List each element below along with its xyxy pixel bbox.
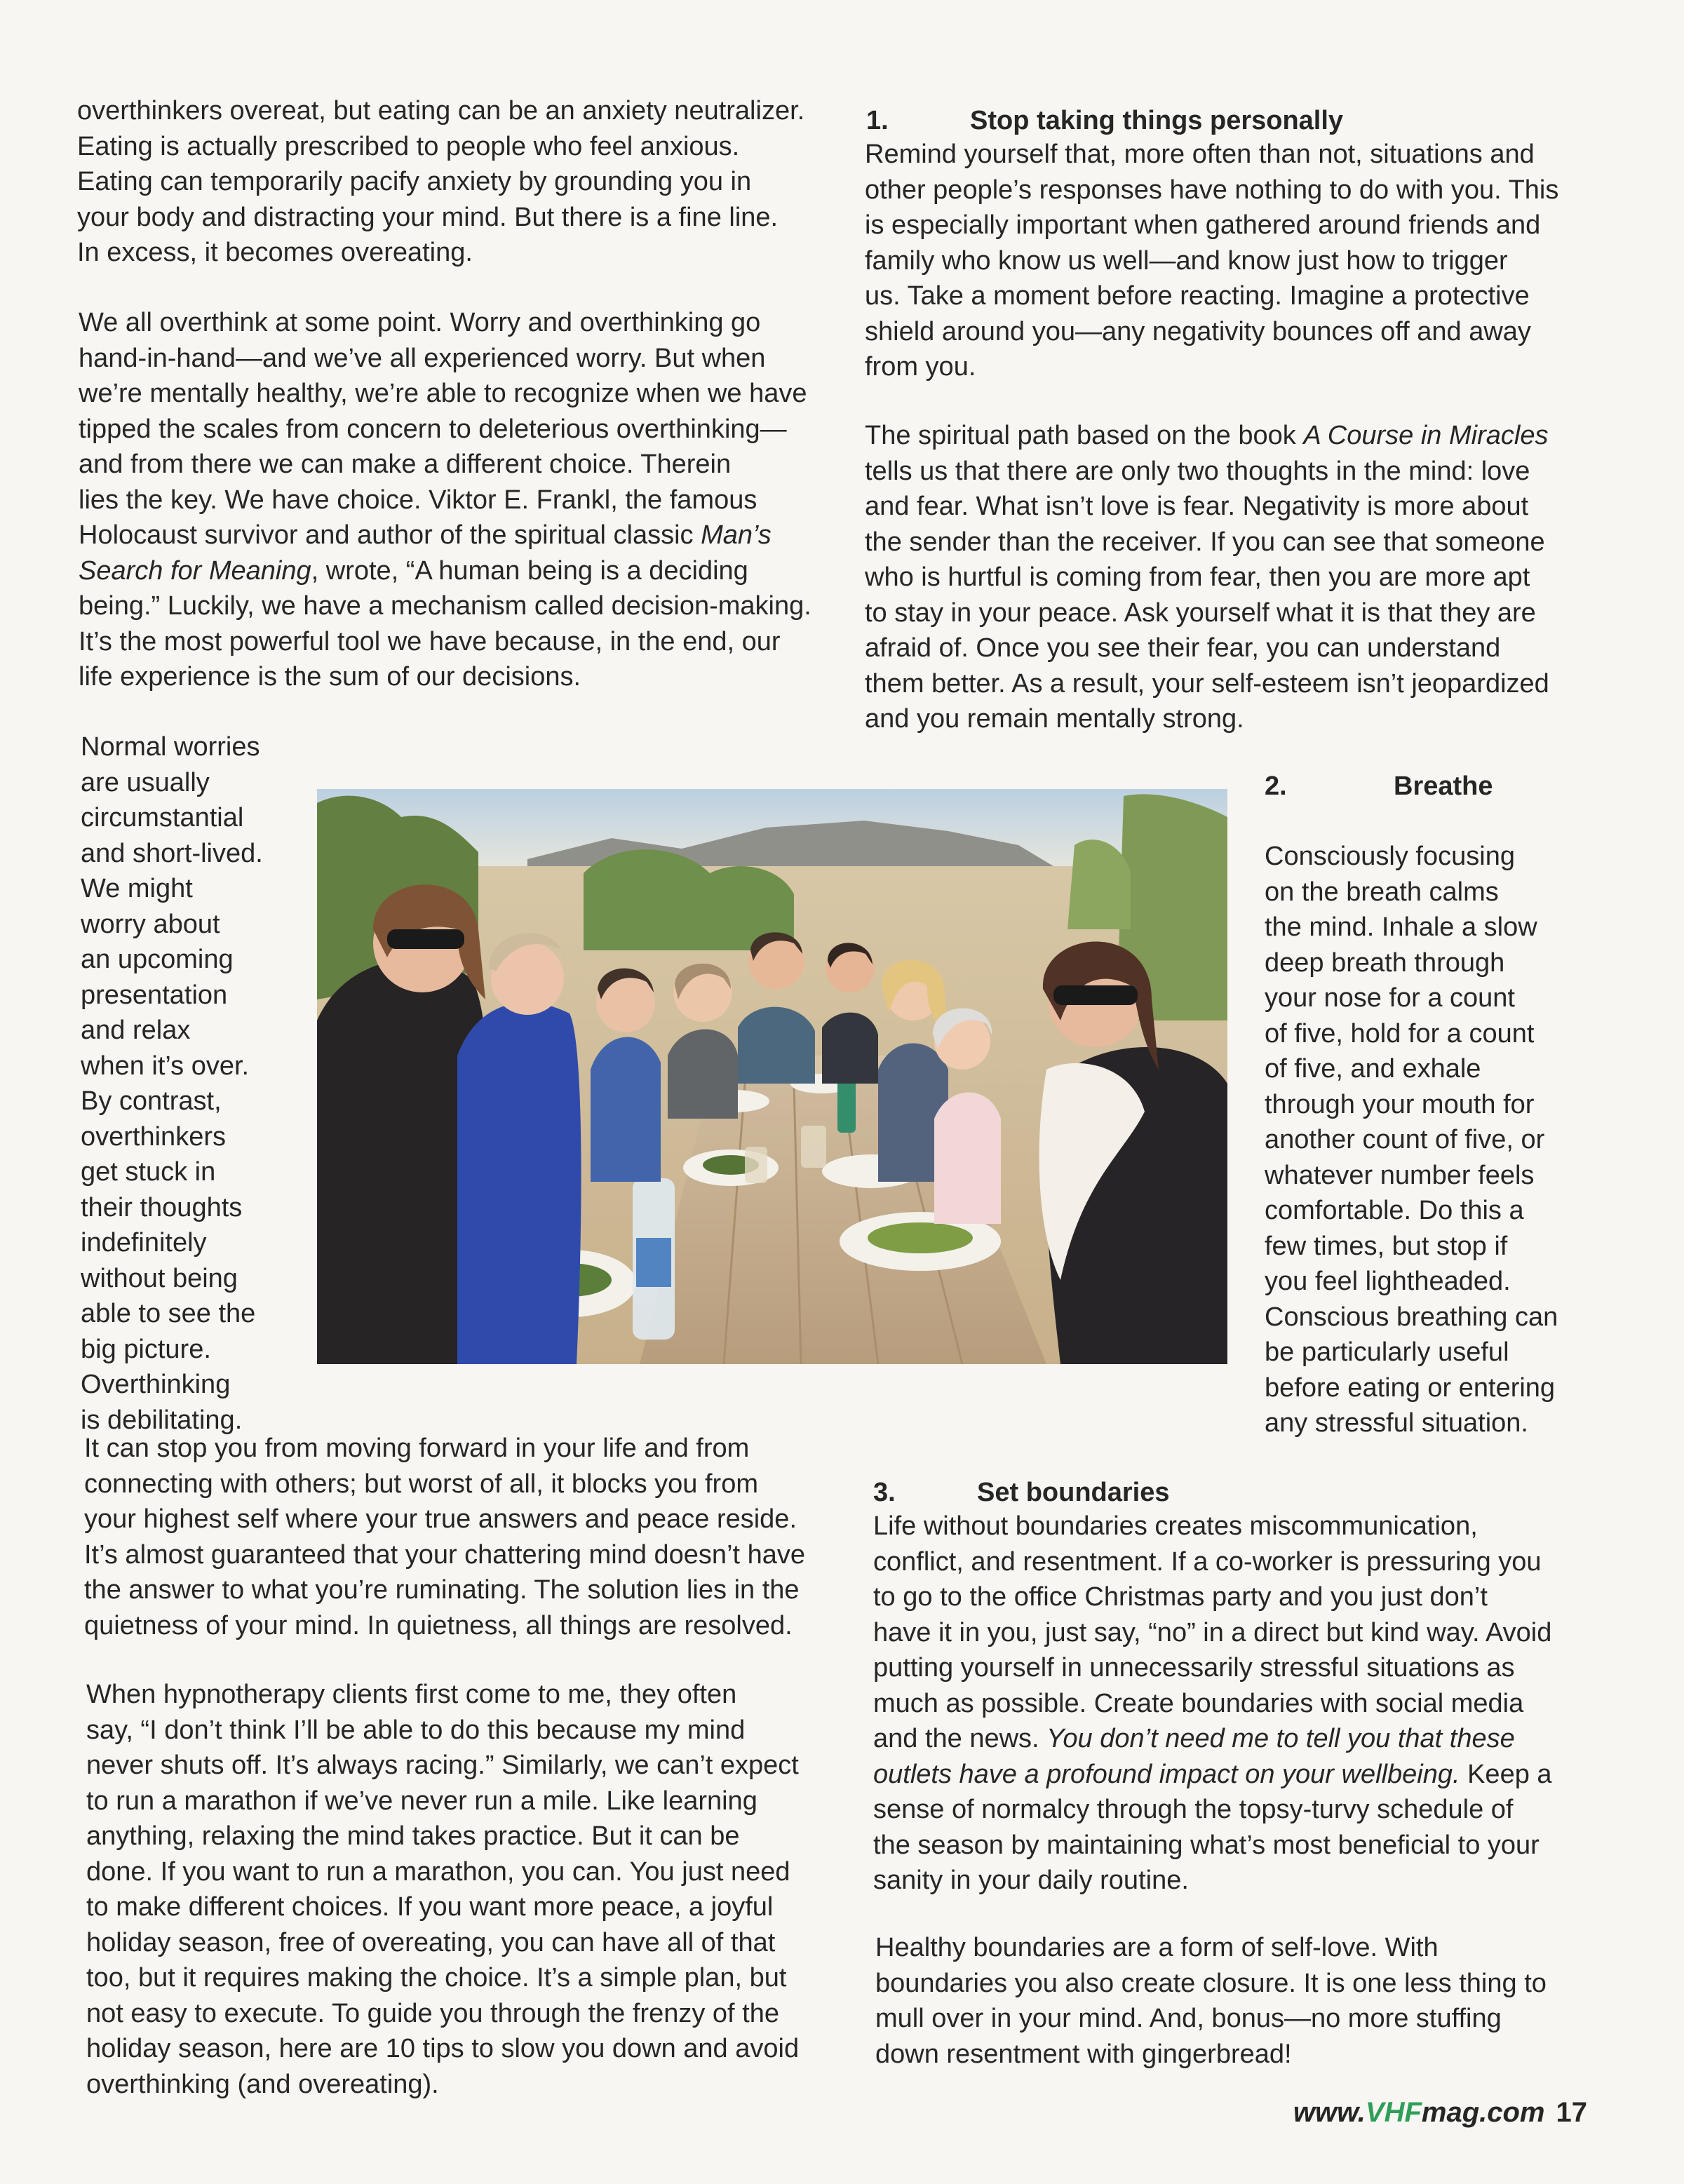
text-line: have it in you, just say, “no” in a direct but kind way. Avoid <box>873 1617 1552 1647</box>
text-line: who is hurtful is coming from fear, then you are more apt <box>865 562 1530 592</box>
text-line: overthinking (and overeating). <box>86 2069 439 2099</box>
text-line: When hypnotherapy clients first come to me, they often <box>86 1680 737 1709</box>
text-line: us. Take a moment before reacting. Imagine a protective <box>865 281 1530 311</box>
text-line: worry about <box>81 909 220 939</box>
text-line: your highest self where your true answers and peace reside. <box>84 1504 797 1534</box>
text-line: to run a marathon if we’ve never run a mile. Like learning <box>86 1786 757 1816</box>
text-line: down resentment with gingerbread! <box>875 2039 1292 2069</box>
text-line: another count of five, or <box>1265 1125 1545 1154</box>
text-line: not easy to execute. To guide you through the frenzy of the <box>86 1998 779 2028</box>
text-line: deep breath through <box>1265 948 1505 978</box>
text-line: and short-lived. <box>81 838 263 868</box>
text-line: holiday season, here are 10 tips to slow you down and avoid <box>86 2034 800 2063</box>
text-fragment: and the news. <box>873 1724 1047 1753</box>
text-line: you feel lightheaded. <box>1265 1267 1511 1296</box>
text-line: Overthinking <box>81 1370 231 1399</box>
text-line: Eating can temporarily pacify anxiety by grounding you in <box>77 167 752 196</box>
text-line: tipped the scales from concern to deleterious overthinking— <box>79 414 787 444</box>
text-line: are usually <box>81 767 210 797</box>
text-line: Remind yourself that, more often than not, situations and <box>865 140 1535 169</box>
text-line: too, but it requires making the choice. It’s a simple plan, but <box>86 1963 787 1993</box>
group-dinner-photo <box>317 789 1227 1364</box>
url-suffix: mag.com <box>1421 2097 1545 2128</box>
photo-illustration <box>317 789 1227 1364</box>
text-line: their thoughts <box>81 1192 243 1222</box>
text-line: and you remain mentally strong. <box>865 704 1244 734</box>
text-line: anything, relaxing the mind takes practice. But it can be <box>86 1821 740 1851</box>
text-line: is especially important when gathered around friends and <box>865 210 1541 240</box>
text-line: We all overthink at some point. Worry and overthinking go <box>79 308 761 337</box>
text-line: the answer to what you’re ruminating. The solution lies in the <box>84 1575 800 1605</box>
text-line: we’re mentally healthy, we’re able to recognize when we have <box>79 379 807 408</box>
text-line: circumstantial <box>81 803 244 833</box>
text-line: an upcoming <box>81 945 234 974</box>
text-line: any stressful situation. <box>1265 1408 1528 1438</box>
text-line: sense of normalcy through the topsy-turvy schedule of <box>873 1795 1514 1824</box>
text-line: never shuts off. It’s always racing.” Similarly, we can’t expect <box>86 1751 799 1780</box>
text-line: hand-in-hand—and we’ve all experienced worry. But when <box>79 343 766 373</box>
text-line: without being <box>81 1263 238 1293</box>
text-line: afraid of. Once you see their fear, you can understand <box>865 633 1501 663</box>
tip-number: 3. <box>873 1478 896 1507</box>
text-line: sanity in your daily routine. <box>873 1866 1189 1895</box>
text-line: your nose for a count <box>1265 983 1515 1013</box>
text-line: and fear. What isn’t love is fear. Negativity is more about <box>865 492 1529 521</box>
text-line: other people’s responses have nothing to do with you. This <box>865 175 1559 205</box>
text-line: life experience is the sum of our decisions. <box>79 662 581 692</box>
page-footer <box>1293 2097 1587 2129</box>
text-fragment: Holocaust survivor and author of the spiritual classic <box>79 520 701 550</box>
tip-1-body <box>865 137 1558 385</box>
text-line: conflict, and resentment. If a co-worker is pressuring you <box>873 1546 1542 1577</box>
book-title: Man’s <box>701 520 772 550</box>
text-line: Life without boundaries creates miscommunication, <box>873 1511 1478 1541</box>
text-line: able to see the <box>81 1299 256 1328</box>
tip-3-body <box>873 1509 1552 1899</box>
text-line <box>873 1721 1552 1757</box>
page-number: 17 <box>1556 2097 1587 2128</box>
text-line: In excess, it becomes overeating. <box>77 238 473 267</box>
text-line: few times, but stop if <box>1265 1231 1508 1261</box>
text-line: shield around you—any negativity bounces off and away <box>865 316 1531 346</box>
text-line: By contrast, <box>81 1086 222 1116</box>
text-line: indefinitely <box>81 1228 207 1258</box>
text-line: comfortable. Do this a <box>1265 1196 1524 1225</box>
left-paragraph-1 <box>77 93 804 271</box>
text-line: them better. As a result, your self-esteem isn’t jeopardized <box>865 668 1549 699</box>
text-line: be particularly useful <box>1265 1337 1509 1367</box>
text-fragment: , wrote, “A human being is a deciding <box>311 555 748 586</box>
text-line: say, “I don’t think I’ll be able to do this because my mind <box>86 1715 746 1745</box>
left-paragraph-3-narrow <box>81 729 263 1438</box>
text-line: It’s almost guaranteed that your chattering mind doesn’t have <box>84 1539 806 1570</box>
text-line: overthinkers <box>81 1121 226 1152</box>
text-line: on the breath calms <box>1265 877 1499 907</box>
text-line: of five, hold for a count <box>1265 1018 1535 1049</box>
text-line: before eating or entering <box>1265 1373 1556 1403</box>
text-line: get stuck in <box>81 1157 216 1187</box>
text-line: quietness of your mind. In quietness, all things are resolved. <box>84 1610 793 1640</box>
text-line: when it’s over. <box>81 1051 250 1081</box>
text-line: lies the key. We have choice. Viktor E. Frankl, the famous <box>79 485 757 515</box>
text-line <box>79 518 811 553</box>
tip-2-body <box>1265 839 1558 1441</box>
tip-number: 1. <box>866 106 889 135</box>
text-line: Consciously focusing <box>1265 842 1515 871</box>
brand-name: VHF <box>1365 2097 1422 2128</box>
text-line: holiday season, free of overeating, you can have all of that <box>86 1927 776 1957</box>
text-line: being.” Luckily, we have a mechanism called decision-making. <box>79 591 811 621</box>
text-line: the sender than the receiver. If you can see that someone <box>865 527 1545 557</box>
text-line: It’s the most powerful tool we have because, in the end, our <box>79 626 781 656</box>
text-line: Eating is actually prescribed to people who feel anxious. <box>77 131 740 161</box>
left-paragraph-3-wide <box>84 1431 805 1643</box>
text-line: the season by maintaining what’s most beneficial to your <box>873 1830 1540 1860</box>
text-line: to make different choices. If you want more peace, a joyful <box>86 1892 774 1922</box>
left-paragraph-4 <box>86 1677 799 2102</box>
italic-text: You don’t need me to tell you that these <box>1046 1724 1515 1753</box>
text-line: of five, and exhale <box>1265 1054 1481 1084</box>
text-line: much as possible. Create boundaries with social media <box>873 1688 1524 1718</box>
text-line <box>79 553 811 589</box>
book-title: Search for Meaning <box>79 555 311 586</box>
text-line: the mind. Inhale a slow <box>1265 912 1537 942</box>
text-line: tells us that there are only two thoughts in the mind: love <box>865 456 1530 486</box>
tip-3-heading <box>873 1475 1170 1510</box>
text-line: whatever number feels <box>1265 1160 1535 1190</box>
tip-title: Stop taking things personally <box>970 106 1344 135</box>
text-fragment: The spiritual path based on the book <box>865 421 1304 450</box>
website-link[interactable] <box>1293 2097 1545 2128</box>
tip-2-heading <box>1265 769 1493 804</box>
tip-1-heading <box>866 103 1344 138</box>
url-prefix: www. <box>1293 2097 1366 2128</box>
tip-3-body-2 <box>875 1930 1547 2072</box>
text-line: Conscious breathing can <box>1265 1302 1558 1332</box>
book-title: A Course in Miracles <box>1303 421 1549 450</box>
text-line: is debilitating. <box>81 1405 243 1435</box>
text-line: putting yourself in unnecessarily stressful situations as <box>873 1653 1515 1683</box>
text-line: We might <box>81 874 193 903</box>
tip-title: Set boundaries <box>977 1478 1170 1507</box>
text-line: presentation <box>81 980 228 1010</box>
text-line: and relax <box>81 1016 191 1045</box>
text-line: Healthy boundaries are a form of self-love. With <box>875 1933 1439 1962</box>
tip-1-body-2 <box>865 418 1549 737</box>
text-line: Normal worries <box>81 732 260 762</box>
text-line: It can stop you from moving forward in your life and from <box>84 1434 750 1463</box>
text-line: your body and distracting your mind. But there is a fine line. <box>77 202 779 232</box>
text-line: from you. <box>865 352 976 382</box>
text-line: to stay in your peace. Ask yourself what it is that they are <box>865 598 1536 628</box>
text-line: through your mouth for <box>1265 1089 1535 1119</box>
text-line: to go to the office Christmas party and you just don’t <box>873 1582 1488 1612</box>
text-line: and from there we can make a different choice. Therein <box>79 450 732 479</box>
left-paragraph-2 <box>79 305 811 695</box>
italic-text: outlets have a profound impact on your wellbeing. <box>873 1759 1460 1789</box>
text-line: big picture. <box>81 1334 211 1364</box>
text-line <box>873 1757 1552 1793</box>
text-line: family who know us well—and know just how to trigger <box>865 245 1508 276</box>
text-line: done. If you want to run a marathon, you can. You just need <box>86 1856 790 1887</box>
text-line: boundaries you also create closure. It is one less thing to <box>875 1968 1547 1998</box>
tip-title: Breathe <box>1394 771 1493 801</box>
text-line <box>865 418 1549 454</box>
text-line: overthinkers overeat, but eating can be an anxiety neutralizer. <box>77 96 805 126</box>
text-line: connecting with others; but worst of all, it blocks you from <box>84 1469 758 1499</box>
text-line: mull over in your mind. And, bonus—no more stuffing <box>875 2004 1502 2033</box>
tip-number: 2. <box>1265 771 1287 801</box>
text-fragment: Keep a <box>1460 1759 1552 1789</box>
